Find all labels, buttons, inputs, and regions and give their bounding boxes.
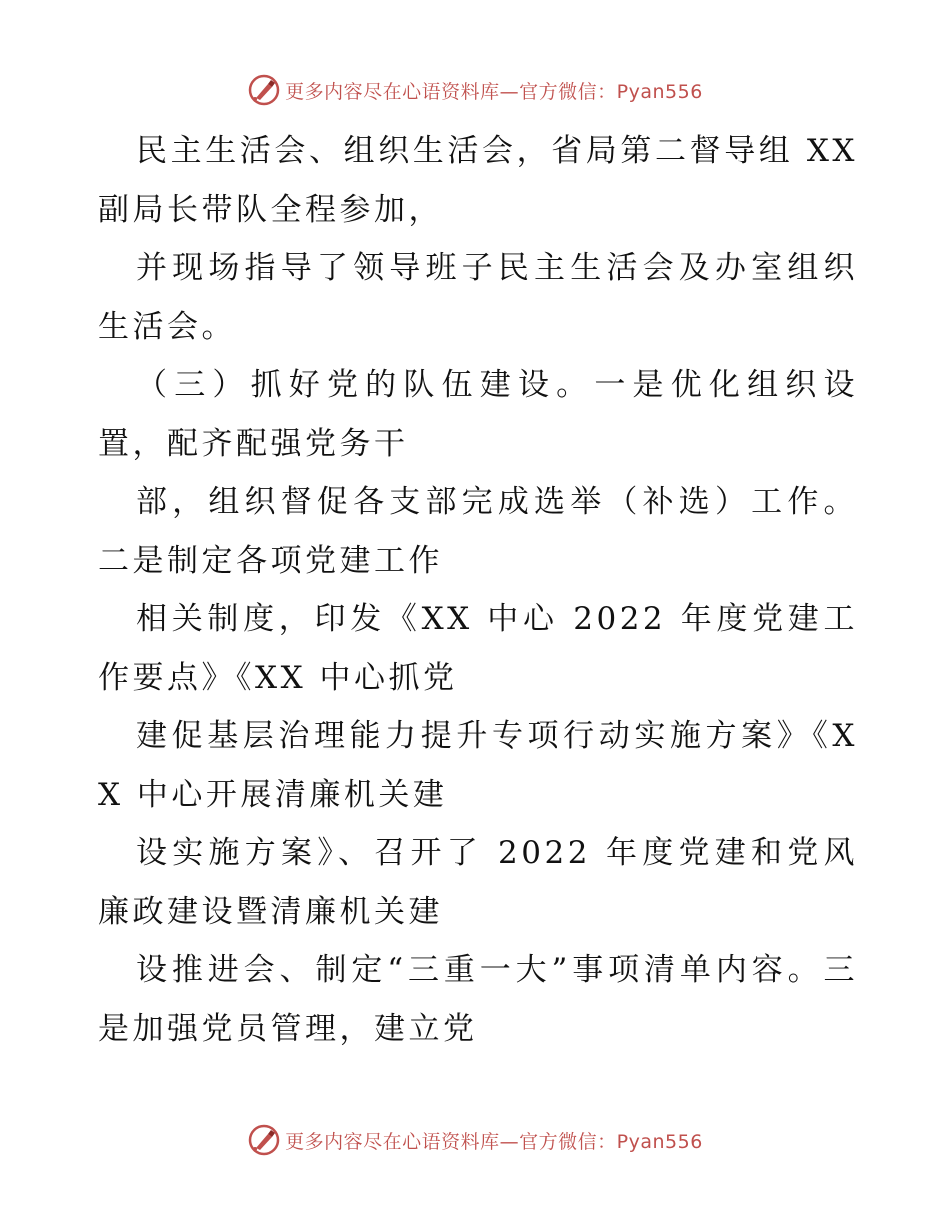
paragraph: 并现场指导了领导班子民主生活会及办室组织生活会。 xyxy=(98,250,858,345)
paragraph: 民主生活会、组织生活会，省局第二督导组 XX 副局长带队全程参加， xyxy=(98,133,858,228)
paragraph: 设实施方案》、召开了 2022 年度党建和党风廉政建设暨清廉机关建 xyxy=(98,835,858,930)
paragraph: 建促基层治理能力提升专项行动实施方案》《XX 中心开展清廉机关建 xyxy=(98,718,858,813)
watermark-footer xyxy=(0,1120,950,1160)
pen-nib-logo-icon xyxy=(247,1123,281,1157)
watermark-text: 更多内容尽在心语资料库—官方微信：Pyan556 xyxy=(285,1130,703,1153)
paragraph: 相关制度，印发《XX 中心 2022 年度党建工作要点》《XX 中心抓党 xyxy=(98,601,858,696)
paragraph: 部，组织督促各支部完成选举（补选）工作。二是制定各项党建工作 xyxy=(98,484,858,579)
pen-nib-logo-icon xyxy=(247,73,281,107)
watermark-header xyxy=(0,70,950,110)
paragraph: 设推进会、制定“三重一大”事项清单内容。三是加强党员管理，建立党 xyxy=(98,952,858,1047)
document-body xyxy=(98,122,858,1058)
paragraph: （三）抓好党的队伍建设。一是优化组织设置，配齐配强党务干 xyxy=(98,367,858,462)
watermark-text: 更多内容尽在心语资料库—官方微信：Pyan556 xyxy=(285,80,703,103)
